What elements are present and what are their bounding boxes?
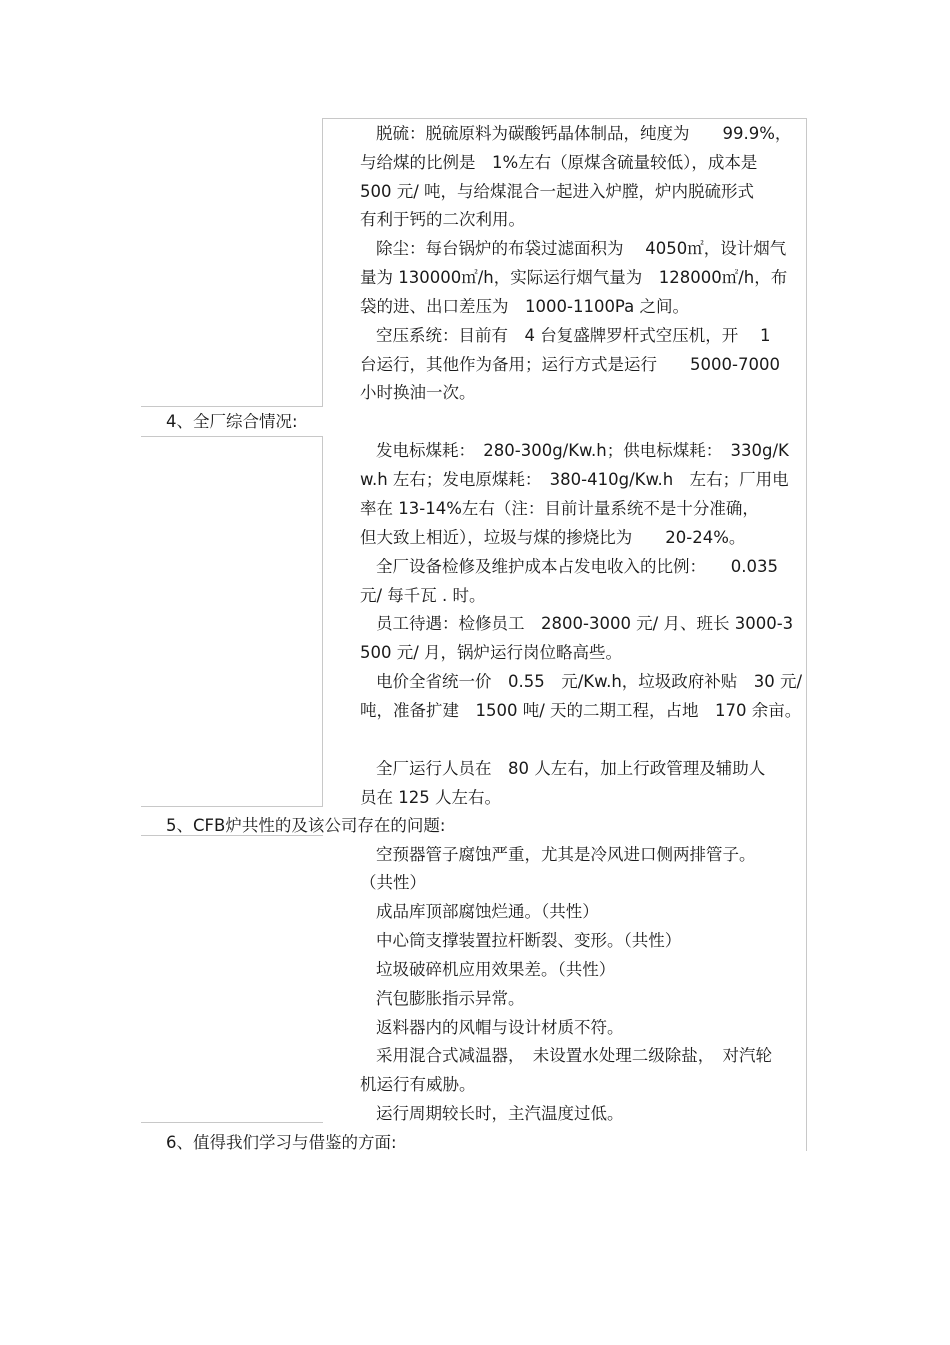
list-item: 机运行有威胁。: [360, 1075, 476, 1094]
text-line: 脱硫：脱硫原料为碳酸钙晶体制品，纯度为 99.9%，: [376, 124, 792, 143]
text-line: 台运行，其他作为备用；运行方式是运行 5000-7000: [360, 355, 780, 374]
text-line: 全厂运行人员在 80 人左右，加上行政管理及辅助人: [376, 759, 766, 778]
text-line: 500 元/ 月，锅炉运行岗位略高些。: [360, 643, 623, 662]
table-right-border: [806, 118, 807, 1151]
text-line: 率在 13-14%左右（注：目前计量系统不是十分准确，: [360, 499, 759, 518]
row-divider: [141, 406, 323, 407]
table-top-border: [322, 118, 807, 119]
row-divider: [141, 806, 323, 807]
text-line: 量为 130000㎡/h，实际运行烟气量为 128000㎡/h，布: [360, 268, 788, 287]
list-item: （共性）: [360, 873, 426, 892]
text-line: 员在 125 人左右。: [360, 788, 501, 807]
section-6-heading: 6、值得我们学习与借鉴的方面:: [166, 1133, 397, 1152]
text-line: 但大致上相近），垃圾与煤的掺烧比为 20-24%。: [360, 528, 746, 547]
list-item: 运行周期较长时，主汽温度过低。: [376, 1104, 624, 1123]
text-line: 吨，准备扩建 1500 吨/ 天的二期工程，占地 170 余亩。: [360, 701, 802, 720]
list-item: 汽包膨胀指示异常。: [376, 989, 525, 1008]
text-line: 500 元/ 吨，与给煤混合一起进入炉膛，炉内脱硫形式: [360, 182, 755, 201]
list-item: 中心筒支撑装置拉杆断裂、变形。（共性）: [376, 931, 682, 950]
text-line: 除尘：每台锅炉的布袋过滤面积为 4050㎡，设计烟气: [376, 239, 787, 258]
text-line: 全厂设备检修及维护成本占发电收入的比例： 0.035: [376, 557, 778, 576]
row-divider: [141, 1122, 323, 1123]
row-divider: [141, 436, 323, 437]
text-line: w.h 左右；发电原煤耗： 380-410g/Kw.h 左右；厂用电: [360, 470, 789, 489]
table-left-border: [322, 436, 323, 806]
list-item: 返料器内的风帽与设计材质不符。: [376, 1018, 624, 1037]
text-line: 员工待遇：检修员工 2800-3000 元/ 月、班长 3000-3: [376, 614, 794, 633]
text-line: 有利于钙的二次利用。: [360, 210, 525, 229]
table-left-border: [322, 118, 323, 407]
text-line: 元/ 每千瓦 . 时。: [360, 586, 486, 605]
text-line: 电价全省统一价 0.55 元/Kw.h，垃圾政府补贴 30 元/: [376, 672, 803, 691]
section-5-heading: 5、CFB炉共性的及该公司存在的问题:: [166, 816, 446, 835]
list-item: 空预器管子腐蚀严重，尤其是冷风进口侧两排管子。: [376, 845, 756, 864]
list-item: 垃圾破碎机应用效果差。（共性）: [376, 960, 616, 979]
text-line: 小时换油一次。: [360, 383, 476, 402]
text-line: 与给煤的比例是 1%左右（原煤含硫量较低），成本是: [360, 153, 758, 172]
list-item: 成品库顶部腐蚀烂通。（共性）: [376, 902, 599, 921]
text-line: 发电标煤耗： 280-300g/Kw.h；供电标煤耗： 330g/K: [376, 441, 789, 460]
text-line: 袋的进、出口差压为 1000-1100Pa 之间。: [360, 297, 690, 316]
list-item: 采用混合式减温器， 未设置水处理二级除盐， 对汽轮: [376, 1046, 772, 1065]
text-line: 空压系统：目前有 4 台复盛牌罗杆式空压机，开 1: [376, 326, 771, 345]
section-4-heading: 4、全厂综合情况:: [166, 412, 298, 431]
